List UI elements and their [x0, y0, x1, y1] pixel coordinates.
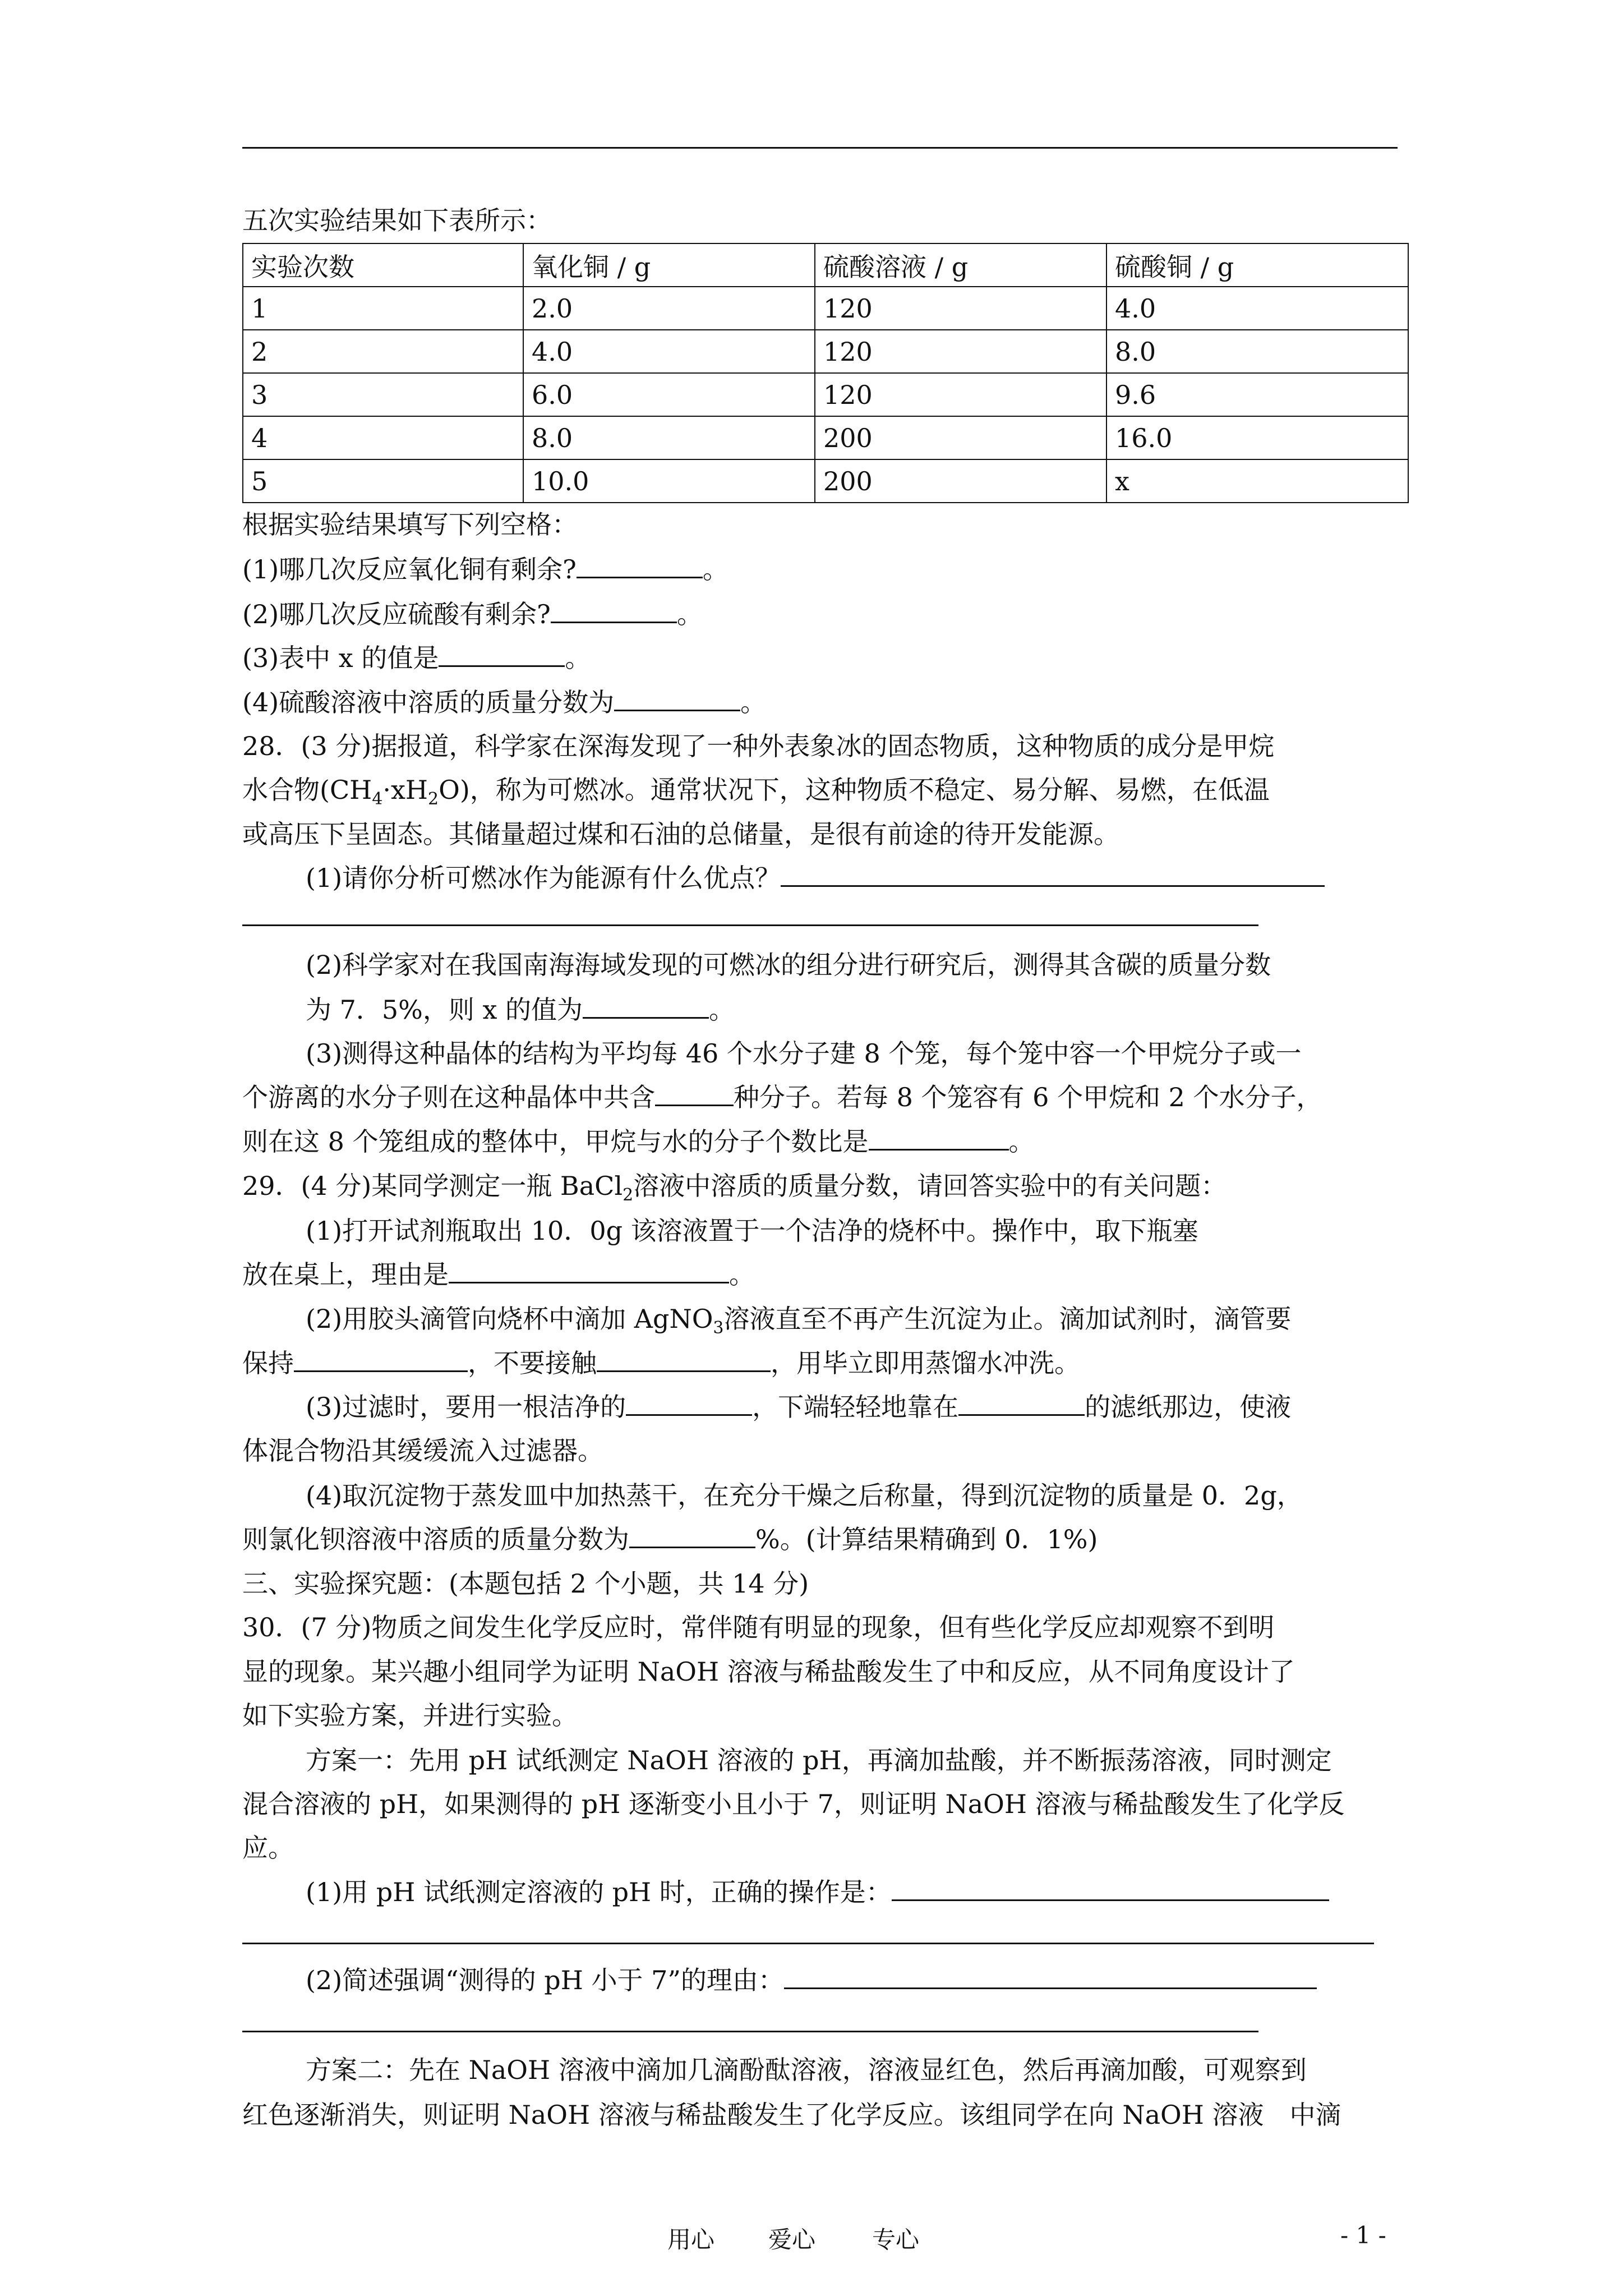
q29-part2-line2: 保持 ，不要接触 ，用毕立即用蒸馏水冲洗。 [242, 1348, 1080, 1378]
table-cell: 200 [815, 459, 1106, 503]
answer-blank[interactable] [551, 599, 677, 623]
table-cell: 2 [243, 330, 523, 373]
col-header-trial: 实验次数 [243, 243, 523, 287]
answer-line[interactable] [242, 924, 1258, 926]
q30-plan1-line1: 方案一：先用 pH 试纸测定 NaOH 溶液的 pH，再滴加盐酸，并不断振荡溶液，同时测定 [306, 1745, 1332, 1775]
table-cell: 9.6 [1106, 373, 1408, 416]
q27-sub3: (3)表中 x 的值是 。 [242, 643, 591, 673]
q30-line3: 如下实验方案，并进行实验。 [242, 1700, 578, 1731]
q28-part2-line2: 为 7．5%，则 x 的值为 。 [306, 995, 735, 1025]
q30-question2: (2)简述强调“测得的 pH 小于 7”的理由： [306, 1963, 1317, 1997]
q30-plan2-line1: 方案二：先在 NaOH 溶液中滴加几滴酚酞溶液，溶液显红色，然后再滴加酸，可观察到 [306, 2055, 1307, 2085]
col-header-copper-oxide: 氧化铜 / g [523, 243, 815, 287]
header-rule [242, 147, 1398, 149]
q29-part4-line2: 则氯化钡溶液中溶质的质量分数为 %。(计算结果精确到 0．1%) [242, 1524, 1098, 1554]
table-row [243, 330, 1408, 373]
answer-blank[interactable] [629, 1524, 755, 1548]
q28-part3-line2: 个游离的水分子则在这种晶体中共含 种分子。若每 8 个笼容有 6 个甲烷和 2 个水分子， [242, 1082, 1322, 1112]
answer-blank[interactable] [892, 1877, 1329, 1901]
footer-motto-2: 爱心 [768, 2226, 816, 2253]
q27-lead: 根据实验结果填写下列空格： [242, 509, 578, 540]
answer-line[interactable] [242, 1943, 1374, 1944]
table-cell: 120 [815, 287, 1106, 330]
q29-line1: 29．(4 分)某同学测定一瓶 BaCl$_2$溶液中溶质的质量分数，请回答实验中的有关问题： [242, 1171, 1227, 1205]
section-heading: 三、实验探究题：(本题包括 2 个小题，共 14 分) [242, 1568, 809, 1599]
q28-part3-line3: 则在这 8 个笼组成的整体中，甲烷与水的分子个数比是 。 [242, 1126, 1035, 1157]
q29-part2-line1: (2)用胶头滴管向烧杯中滴加 AgNO$_3$溶液直至不再产生沉淀为止。滴加试剂时，滴管要 [306, 1304, 1292, 1338]
table-cell: 2.0 [523, 287, 815, 330]
answer-blank[interactable] [294, 1348, 468, 1372]
table-cell: 8.0 [523, 416, 815, 459]
table-cell: 120 [815, 373, 1106, 416]
q30-line2: 显的现象。某兴趣小组同学为证明 NaOH 溶液与稀盐酸发生了中和反应，从不同角度设计了 [242, 1657, 1295, 1687]
q30-line1: 30．(7 分)物质之间发生化学反应时，常伴随有明显的现象，但有些化学反应却观察不到明 [242, 1612, 1275, 1642]
results-table [242, 243, 1409, 503]
table-cell: 6.0 [523, 373, 815, 416]
answer-blank[interactable] [597, 1348, 771, 1372]
q29-part4-line1: (4)取沉淀物于蒸发皿中加热蒸干，在充分干燥之后称量，得到沉淀物的质量是 0．2g， [306, 1480, 1303, 1511]
q29-part1-line1: (1)打开试剂瓶取出 10．0g 该溶液置于一个洁净的烧杯中。操作中，取下瓶塞 [306, 1216, 1198, 1246]
page-number: - 1 - [1340, 2221, 1386, 2249]
answer-blank[interactable] [869, 1126, 1009, 1151]
table-cell: 4 [243, 416, 523, 459]
table-cell: 200 [815, 416, 1106, 459]
table-row [243, 459, 1408, 503]
q29-part3-line2: 体混合物沿其缓缓流入过滤器。 [242, 1435, 603, 1466]
table-cell: 1 [243, 287, 523, 330]
footer-motto-3: 专心 [872, 2226, 920, 2253]
table-row [243, 373, 1408, 416]
answer-blank[interactable] [781, 863, 1325, 887]
table-cell: 120 [815, 330, 1106, 373]
col-header-sulfuric-acid: 硫酸溶液 / g [815, 243, 1106, 287]
footer-motto-1: 用心 [667, 2226, 715, 2253]
q27-sub2: (2)哪几次反应硫酸有剩余? 。 [242, 599, 703, 629]
answer-blank[interactable] [449, 1259, 729, 1283]
q29-part1-line2: 放在桌上，理由是 。 [242, 1259, 755, 1290]
answer-line[interactable] [242, 2031, 1258, 2032]
answer-blank[interactable] [583, 995, 709, 1019]
q29-part3-line1: (3)过滤时，要用一根洁净的 ，下端轻轻地靠在 的滤纸那边，使液 [306, 1392, 1292, 1422]
table-cell: 4.0 [1106, 287, 1408, 330]
q27-sub1: (1)哪几次反应氧化铜有剩余? 。 [242, 554, 728, 585]
q30-plan1-line2: 混合溶液的 pH，如果测得的 pH 逐渐变小且小于 7，则证明 NaOH 溶液与稀盐酸发生了化学反 [242, 1789, 1345, 1819]
q30-plan1-line3: 应。 [242, 1833, 294, 1863]
q30-plan2-line2: 红色逐渐消失，则证明 NaOH 溶液与稀盐酸发生了化学反应。该组同学在向 NaOH 溶液 中滴 [242, 2100, 1341, 2130]
answer-blank[interactable] [614, 687, 740, 711]
answer-blank[interactable] [655, 1082, 734, 1106]
table-cell: 4.0 [523, 330, 815, 373]
q30-question1: (1)用 pH 试纸测定溶液的 pH 时，正确的操作是： [306, 1875, 1329, 1909]
table-cell: 16.0 [1106, 416, 1408, 459]
table-cell: 3 [243, 373, 523, 416]
table-cell: 8.0 [1106, 330, 1408, 373]
q28-part3-line1: (3)测得这种晶体的结构为平均每 46 个水分子建 8 个笼，每个笼中容一个甲烷分子或一 [306, 1038, 1302, 1069]
q28-line2: 水合物$(CH_4\cdot xH_2O)$，称为可燃冰。通常状况下，这种物质不稳定、易分解、易燃，在低温 [242, 775, 1270, 809]
answer-blank[interactable] [958, 1392, 1085, 1416]
q28-line1: 28．(3 分)据报道，科学家在深海发现了一种外表象冰的固态物质，这种物质的成分是甲烷 [242, 731, 1275, 761]
q28-part1: (1)请你分析可燃冰作为能源有什么优点？ [306, 861, 1325, 895]
answer-blank[interactable] [577, 554, 703, 578]
q27-sub4: (4)硫酸溶液中溶质的质量分数为 。 [242, 687, 767, 717]
answer-blank[interactable] [439, 643, 565, 667]
table-cell: 5 [243, 459, 523, 503]
q28-part2-line1: (2)科学家对在我国南海海域发现的可燃冰的组分进行研究后，测得其含碳的质量分数 [306, 950, 1271, 980]
table-header-row [243, 243, 1408, 287]
q28-line3: 或高压下呈固态。其储量超过煤和石油的总储量，是很有前途的待开发能源。 [242, 819, 1119, 849]
table-intro: 五次实验结果如下表所示： [242, 205, 552, 236]
answer-blank[interactable] [626, 1392, 752, 1416]
table-cell: x [1106, 459, 1408, 503]
table-cell: 10.0 [523, 459, 815, 503]
table-row [243, 287, 1408, 330]
answer-blank[interactable] [784, 1965, 1317, 1989]
col-header-copper-sulfate: 硫酸铜 / g [1106, 243, 1408, 287]
table-row [243, 416, 1408, 459]
